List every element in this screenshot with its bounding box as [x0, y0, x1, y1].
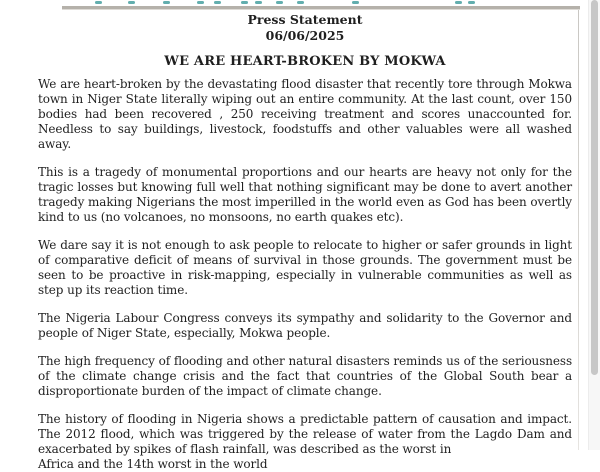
- letterhead-glyph-fragment: [214, 1, 221, 4]
- letterhead-remnant: [0, 0, 600, 5]
- statement-title: WE ARE HEART-BROKEN BY MOKWA: [164, 54, 446, 69]
- letterhead-glyph-fragment: [163, 1, 170, 4]
- statement-date: 06/06/2025: [265, 28, 345, 43]
- letterhead-glyph-fragment: [95, 1, 102, 4]
- scrollbar-thumb[interactable]: [591, 0, 598, 375]
- paragraph-2: This is a tragedy of monumental proportions and our hearts are heavy not only for the tragic losses but knowing full well that nothing significant may be done to avert another tragedy making Nigerians the most imperilled in the world even as God has been overtly kind to us (no volcanoes, no monsoons, no earth quakes etc).: [38, 165, 572, 224]
- paragraph-6-clipped-line: Africa and the 14th worst in the world: [38, 457, 268, 471]
- paragraph-4: The Nigeria Labour Congress conveys its sympathy and solidarity to the Governor and people of Niger State, especially, Mokwa people.: [38, 311, 572, 340]
- letterhead-glyph-fragment: [241, 1, 248, 4]
- letterhead-glyph-fragment: [468, 1, 475, 4]
- press-statement-label: Press Statement: [247, 12, 363, 27]
- document-content: [38, 12, 572, 472]
- letterhead-glyph-fragment: [276, 1, 283, 4]
- letterhead-glyph-fragment: [352, 1, 359, 4]
- letterhead-glyph-fragment: [128, 1, 135, 4]
- letterhead-glyph-fragment: [197, 1, 204, 4]
- letterhead-glyph-fragment: [297, 1, 304, 4]
- letterhead-glyph-fragment: [255, 1, 262, 4]
- letterhead-divider: [62, 6, 580, 10]
- paragraph-6: The history of flooding in Nigeria shows a predictable pattern of causation and impact. The 2012 flood, which was triggered by the release of water from the Lagdo Dam and exacerbated by spikes of flash rainfall, was described as the worst in: [38, 412, 572, 456]
- paragraph-3: We dare say it is not enough to ask people to relocate to higher or safer grounds in light of comparative deficit of means of survival in those grounds. The government must be seen to be proactive in risk-mapping, especially in vulnerable communities as well as step up its reaction time.: [38, 238, 572, 297]
- scrollbar-track[interactable]: [588, 0, 600, 450]
- letterhead-glyph-fragment: [455, 1, 462, 4]
- page-edge-line: [578, 10, 579, 450]
- paragraph-1: We are heart-broken by the devastating flood disaster that recently tore through Mokwa town in Niger State literally wiping out an entire community. At the last count, over 150 bodies had been recovered , 250 receiving treatment and scores unaccounted for. Needless to say buildings, livestock, foodstuffs and other valuables were all washed away.: [38, 77, 572, 151]
- paragraph-5: The high frequency of flooding and other natural disasters reminds us of the seriousness of the climate change crisis and the fact that countries of the Global South bear a disproportionate burden of the impact of climate change.: [38, 354, 572, 398]
